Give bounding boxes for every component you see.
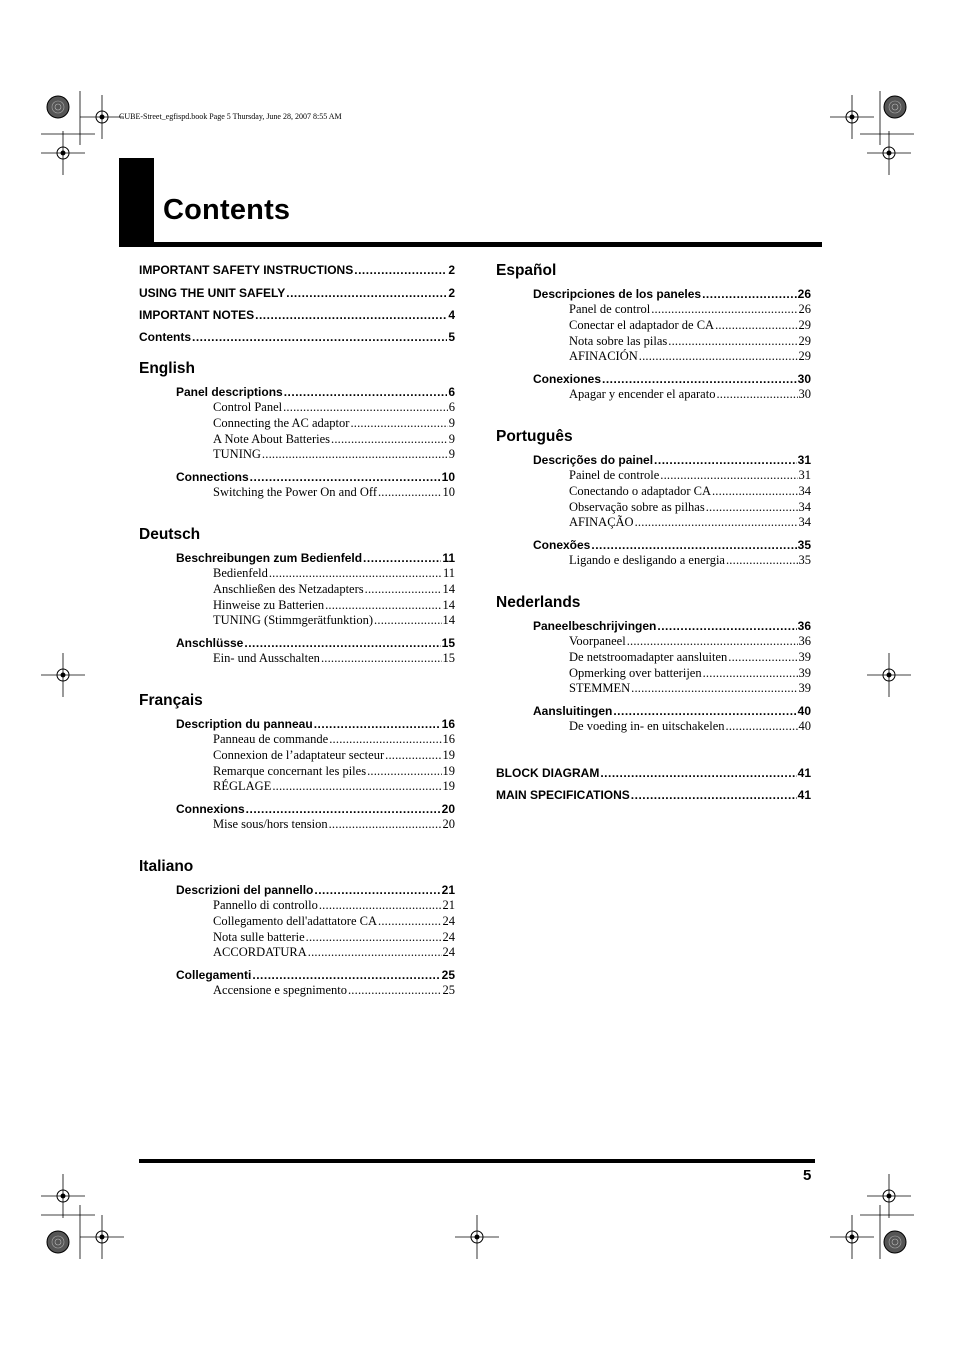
toc-entry[interactable] bbox=[139, 263, 455, 277]
toc-entry-page: 19 bbox=[442, 763, 455, 778]
crosshair-icon bbox=[80, 1215, 124, 1259]
toc-subentry[interactable] bbox=[213, 582, 455, 597]
toc-entry-page: 21 bbox=[442, 898, 455, 912]
toc-entry-label: Conexiones bbox=[533, 372, 602, 387]
leader-dots bbox=[651, 302, 797, 317]
toc-entry-label: USING THE UNIT SAFELY bbox=[139, 286, 286, 300]
toc-subentry[interactable] bbox=[213, 598, 455, 613]
leader-dots bbox=[668, 334, 797, 349]
leader-dots bbox=[702, 287, 797, 301]
toc-entry-page: 24 bbox=[442, 913, 455, 928]
printer-swatch-icon bbox=[884, 1231, 906, 1253]
toc-subentry[interactable] bbox=[213, 732, 455, 747]
toc-subentry[interactable] bbox=[569, 484, 811, 499]
toc-entry-page: 20 bbox=[441, 802, 455, 817]
toc-entry-page: 39 bbox=[798, 649, 811, 664]
leader-dots bbox=[657, 619, 796, 633]
leader-dots bbox=[712, 484, 798, 499]
leader-dots bbox=[591, 538, 796, 552]
crosshair-icon bbox=[455, 1215, 499, 1259]
leader-dots bbox=[262, 447, 448, 462]
leader-dots bbox=[250, 470, 441, 484]
crosshair-icon bbox=[867, 131, 911, 175]
toc-entry-page: 11 bbox=[442, 551, 455, 565]
toc-entry-page: 25 bbox=[441, 968, 455, 983]
printer-swatch-icon bbox=[47, 96, 69, 118]
toc-section[interactable] bbox=[176, 968, 455, 982]
toc-entry-page: 10 bbox=[441, 470, 455, 485]
toc-entry-label: Bedienfeld bbox=[213, 566, 268, 580]
toc-subentry[interactable] bbox=[569, 334, 811, 349]
toc-entry-label: Contents bbox=[139, 330, 191, 344]
crosshair-icon bbox=[41, 1174, 85, 1218]
toc-subentry[interactable] bbox=[213, 945, 455, 960]
toc-entry-label: De netstroomadapter aansluiten bbox=[569, 649, 728, 664]
footer-rule bbox=[139, 1159, 815, 1163]
leader-dots bbox=[269, 566, 442, 581]
toc-subentry[interactable] bbox=[213, 485, 455, 500]
leader-dots bbox=[314, 883, 440, 897]
toc-entry-label: Switching the Power On and Off bbox=[213, 485, 377, 500]
toc-entry[interactable] bbox=[496, 788, 811, 802]
leader-dots bbox=[252, 968, 440, 982]
toc-subentry[interactable] bbox=[213, 651, 455, 666]
toc-entry-page: 29 bbox=[798, 349, 811, 364]
toc-entry-page: 9 bbox=[448, 447, 455, 462]
language-heading: Français bbox=[139, 692, 203, 709]
toc-entry-label: Nota sulle batterie bbox=[213, 929, 305, 944]
toc-entry-label: Conectando o adaptador CA bbox=[569, 483, 711, 498]
leader-dots bbox=[728, 650, 797, 665]
leader-dots bbox=[654, 453, 797, 467]
toc-entry-page: 26 bbox=[798, 302, 811, 316]
printer-swatch-icon bbox=[47, 1231, 69, 1253]
toc-entry-page: 29 bbox=[798, 317, 811, 332]
toc-entry-page: 24 bbox=[442, 945, 455, 960]
leader-dots bbox=[726, 553, 798, 568]
toc-entry-page: 5 bbox=[448, 330, 455, 344]
leader-dots bbox=[308, 945, 442, 960]
leader-dots bbox=[631, 788, 797, 802]
toc-entry-page: 16 bbox=[442, 732, 455, 746]
toc-entry-page: 21 bbox=[441, 883, 455, 897]
toc-entry-label: Paneelbeschrijvingen bbox=[533, 619, 657, 633]
toc-section[interactable] bbox=[176, 636, 455, 650]
toc-entry[interactable] bbox=[139, 308, 455, 322]
toc-entry-label: TUNING (Stimmgerätfunktion) bbox=[213, 613, 374, 628]
toc-entry-label: STEMMEN bbox=[569, 681, 631, 696]
toc-entry-page: 4 bbox=[448, 308, 455, 322]
toc-entry-label: Conexões bbox=[533, 538, 591, 553]
leader-dots bbox=[627, 634, 798, 649]
toc-entry-page: 15 bbox=[441, 636, 455, 651]
toc-section[interactable] bbox=[533, 538, 811, 552]
leader-dots bbox=[284, 385, 448, 399]
toc-entry-label: Remarque concernant les piles bbox=[213, 763, 367, 778]
toc-entry-page: 34 bbox=[798, 515, 811, 530]
toc-section[interactable] bbox=[176, 551, 455, 565]
toc-entry-label: Panel descriptions bbox=[176, 385, 283, 399]
leader-dots bbox=[306, 930, 442, 945]
toc-entry-label: A Note About Batteries bbox=[213, 431, 330, 446]
language-heading: Italiano bbox=[139, 858, 194, 875]
printer-swatch-icon bbox=[884, 96, 906, 118]
toc-subentry[interactable] bbox=[213, 432, 455, 447]
toc-subentry[interactable] bbox=[569, 318, 811, 333]
toc-subentry[interactable] bbox=[213, 983, 455, 998]
toc-entry-page: 30 bbox=[797, 372, 811, 387]
toc-entry-page: 34 bbox=[798, 483, 811, 498]
toc-entry-page: 36 bbox=[798, 634, 811, 648]
toc-subentry[interactable] bbox=[569, 666, 811, 681]
toc-section[interactable] bbox=[533, 453, 811, 467]
toc-entry-page: 35 bbox=[798, 553, 811, 568]
toc-subentry[interactable] bbox=[569, 515, 811, 530]
toc-subentry[interactable] bbox=[569, 500, 811, 515]
toc-section[interactable] bbox=[176, 802, 455, 816]
leader-dots bbox=[602, 372, 797, 386]
toc-subentry[interactable] bbox=[569, 468, 811, 483]
leader-dots bbox=[329, 732, 441, 747]
leader-dots bbox=[726, 719, 798, 734]
toc-entry-label: Descrizioni del pannello bbox=[176, 883, 314, 897]
leader-dots bbox=[374, 613, 441, 628]
toc-entry-label: Panel de control bbox=[569, 302, 651, 316]
leader-dots bbox=[314, 717, 441, 731]
toc-subentry[interactable] bbox=[213, 779, 455, 794]
page-title: Contents bbox=[163, 194, 291, 226]
toc-entry-label: BLOCK DIAGRAM bbox=[496, 766, 600, 780]
leader-dots bbox=[600, 766, 796, 780]
toc-entry-page: 19 bbox=[442, 779, 455, 794]
toc-entry-page: 2 bbox=[448, 286, 455, 300]
toc-entry-label: Descrições do painel bbox=[533, 453, 654, 467]
toc-entry-label: De voeding in- en uitschakelen bbox=[569, 719, 725, 734]
toc-section[interactable] bbox=[533, 287, 811, 301]
toc-entry-page: 29 bbox=[798, 333, 811, 348]
toc-entry-page: 19 bbox=[442, 747, 455, 762]
leader-dots bbox=[639, 349, 798, 364]
toc-subentry[interactable] bbox=[569, 650, 811, 665]
toc-entry-label: Opmerking over batterijen bbox=[569, 665, 702, 680]
toc-entry-page: 20 bbox=[442, 817, 455, 832]
language-heading: English bbox=[139, 360, 195, 377]
toc-subentry[interactable] bbox=[213, 748, 455, 763]
leader-dots bbox=[635, 515, 798, 530]
toc-section[interactable] bbox=[533, 619, 811, 633]
toc-entry-page: 39 bbox=[798, 681, 811, 696]
crosshair-icon bbox=[41, 653, 85, 697]
crosshair-icon bbox=[830, 95, 874, 139]
language-heading: Español bbox=[496, 262, 557, 279]
title-rule bbox=[119, 242, 822, 247]
toc-entry-page: 35 bbox=[797, 538, 811, 553]
toc-subentry[interactable] bbox=[213, 416, 455, 431]
toc-entry-label: Observação sobre as pilhas bbox=[569, 499, 705, 514]
toc-entry-label: Ligando e desligando a energia bbox=[569, 553, 725, 568]
crosshair-icon bbox=[80, 95, 124, 139]
toc-entry-label: Connections bbox=[176, 470, 249, 485]
leader-dots bbox=[329, 817, 442, 832]
toc-entry-label: Apagar y encender el aparato bbox=[569, 387, 716, 402]
toc-section[interactable] bbox=[176, 385, 455, 399]
toc-entry-label: Aansluitingen bbox=[533, 704, 613, 719]
toc-subentry[interactable] bbox=[213, 817, 455, 832]
toc-entry-page: 2 bbox=[448, 263, 455, 277]
toc-entry-page: 6 bbox=[448, 385, 455, 399]
toc-entry-label: Pannello di controllo bbox=[213, 898, 318, 912]
leader-dots bbox=[716, 387, 797, 402]
toc-entry-label: Painel de controle bbox=[569, 468, 660, 482]
toc-subentry[interactable] bbox=[569, 681, 811, 696]
toc-entry[interactable] bbox=[139, 330, 455, 344]
leader-dots bbox=[255, 308, 447, 322]
toc-entry-page: 41 bbox=[797, 766, 811, 780]
toc-entry-page: 36 bbox=[797, 619, 811, 633]
toc-entry-page: 41 bbox=[797, 788, 811, 802]
toc-subentry[interactable] bbox=[569, 349, 811, 364]
language-heading: Deutsch bbox=[139, 526, 201, 543]
leader-dots bbox=[321, 651, 442, 666]
language-heading: Português bbox=[496, 428, 573, 445]
toc-entry-label: Connexions bbox=[176, 802, 245, 817]
toc-entry-page: 11 bbox=[442, 566, 455, 580]
toc-subentry[interactable] bbox=[569, 719, 811, 734]
toc-entry-label: TUNING bbox=[213, 447, 261, 462]
toc-entry-page: 25 bbox=[442, 983, 455, 998]
toc-entry-label: AFINACIÓN bbox=[569, 349, 638, 364]
toc-entry-label: RÉGLAGE bbox=[213, 779, 272, 794]
toc-entry-label: Nota sobre las pilas bbox=[569, 333, 668, 348]
toc-subentry[interactable] bbox=[213, 914, 455, 929]
toc-entry-page: 15 bbox=[442, 651, 455, 666]
toc-entry-label: Beschreibungen zum Bedienfeld bbox=[176, 551, 363, 565]
toc-entry-label: Control Panel bbox=[213, 400, 283, 414]
toc-entry-label: Mise sous/hors tension bbox=[213, 817, 328, 832]
toc-entry-label: Connexion de l’adaptateur secteur bbox=[213, 747, 385, 762]
leader-dots bbox=[192, 330, 447, 344]
toc-entry-label: ACCORDATURA bbox=[213, 945, 307, 960]
toc-entry-label: Collegamenti bbox=[176, 968, 252, 983]
toc-entry-label: Ein- und Ausschalten bbox=[213, 651, 320, 666]
leader-dots bbox=[378, 914, 441, 929]
toc-subentry[interactable] bbox=[213, 764, 455, 779]
toc-entry-label: MAIN SPECIFICATIONS bbox=[496, 788, 630, 802]
toc-subentry[interactable] bbox=[569, 634, 811, 649]
toc-subentry[interactable] bbox=[213, 447, 455, 462]
toc-entry-label: Anschlüsse bbox=[176, 636, 244, 651]
leader-dots bbox=[331, 432, 448, 447]
toc-entry-label: Description du panneau bbox=[176, 717, 313, 731]
toc-entry[interactable] bbox=[496, 766, 811, 780]
leader-dots bbox=[367, 764, 441, 779]
toc-entry-page: 40 bbox=[798, 719, 811, 734]
toc-entry[interactable] bbox=[139, 286, 455, 300]
toc-subentry[interactable] bbox=[569, 387, 811, 402]
toc-entry-label: Panneau de commande bbox=[213, 732, 329, 746]
toc-entry-label: Descripciones de los paneles bbox=[533, 287, 702, 301]
toc-entry-page: 10 bbox=[442, 485, 455, 500]
toc-subentry[interactable] bbox=[213, 613, 455, 628]
leader-dots bbox=[660, 468, 797, 483]
toc-subentry[interactable] bbox=[213, 898, 455, 913]
toc-entry-page: 40 bbox=[797, 704, 811, 719]
toc-entry-page: 16 bbox=[441, 717, 455, 731]
leader-dots bbox=[246, 802, 441, 816]
leader-dots bbox=[613, 704, 796, 718]
crosshair-icon bbox=[830, 1215, 874, 1259]
toc-subentry[interactable] bbox=[569, 302, 811, 317]
toc-entry-page: 24 bbox=[442, 929, 455, 944]
toc-entry-label: Accensione e spegnimento bbox=[213, 983, 347, 998]
leader-dots bbox=[319, 898, 442, 913]
toc-entry-page: 14 bbox=[442, 613, 455, 628]
toc-subentry[interactable] bbox=[213, 400, 455, 415]
toc-entry-label: Voorpaneel bbox=[569, 634, 626, 648]
toc-entry-label: IMPORTANT SAFETY INSTRUCTIONS bbox=[139, 263, 354, 277]
toc-entry-label: Collegamento dell'adattatore CA bbox=[213, 913, 378, 928]
leader-dots bbox=[272, 779, 441, 794]
toc-section[interactable] bbox=[176, 883, 455, 897]
toc-subentry[interactable] bbox=[213, 930, 455, 945]
toc-subentry[interactable] bbox=[569, 553, 811, 568]
toc-entry-label: Anschließen des Netzadapters bbox=[213, 581, 364, 596]
toc-subentry[interactable] bbox=[213, 566, 455, 581]
toc-entry-page: 6 bbox=[448, 400, 455, 414]
crosshair-icon bbox=[867, 653, 911, 697]
toc-entry-page: 26 bbox=[797, 287, 811, 301]
leader-dots bbox=[348, 983, 442, 998]
toc-entry-page: 31 bbox=[798, 468, 811, 482]
toc-entry-label: AFINAÇÃO bbox=[569, 515, 634, 530]
toc-section[interactable] bbox=[533, 704, 811, 718]
toc-entry-page: 31 bbox=[797, 453, 811, 467]
leader-dots bbox=[703, 666, 798, 681]
leader-dots bbox=[378, 485, 442, 500]
page-number: 5 bbox=[803, 1167, 812, 1184]
language-heading: Nederlands bbox=[496, 594, 581, 611]
leader-dots bbox=[286, 286, 447, 300]
toc-entry-label: Connecting the AC adaptor bbox=[213, 415, 350, 430]
toc-section[interactable] bbox=[176, 470, 455, 484]
leader-dots bbox=[354, 263, 447, 277]
leader-dots bbox=[365, 582, 442, 597]
leader-dots bbox=[631, 681, 797, 696]
toc-entry-label: IMPORTANT NOTES bbox=[139, 308, 255, 322]
toc-entry-page: 30 bbox=[798, 387, 811, 402]
toc-entry-page: 14 bbox=[442, 597, 455, 612]
leader-dots bbox=[283, 400, 448, 415]
crosshair-icon bbox=[867, 1174, 911, 1218]
toc-section[interactable] bbox=[176, 717, 455, 731]
title-block bbox=[119, 158, 154, 246]
toc-entry-page: 39 bbox=[798, 665, 811, 680]
toc-entry-page: 9 bbox=[448, 431, 455, 446]
toc-entry-page: 34 bbox=[798, 499, 811, 514]
leader-dots bbox=[363, 551, 441, 565]
crosshair-icon bbox=[41, 131, 85, 175]
leader-dots bbox=[715, 318, 797, 333]
toc-entry-label: Conectar el adaptador de CA bbox=[569, 317, 715, 332]
toc-entry-page: 14 bbox=[442, 581, 455, 596]
leader-dots bbox=[325, 598, 441, 613]
leader-dots bbox=[385, 748, 441, 763]
print-header-note: CUBE-Street_egfispd.book Page 5 Thursday, June 28, 2007 8:55 AM bbox=[119, 112, 342, 121]
toc-entry-page: 9 bbox=[448, 415, 455, 430]
toc-section[interactable] bbox=[533, 372, 811, 386]
leader-dots bbox=[244, 636, 440, 650]
toc-entry-label: Hinweise zu Batterien bbox=[213, 597, 325, 612]
leader-dots bbox=[706, 500, 798, 515]
leader-dots bbox=[350, 416, 447, 431]
